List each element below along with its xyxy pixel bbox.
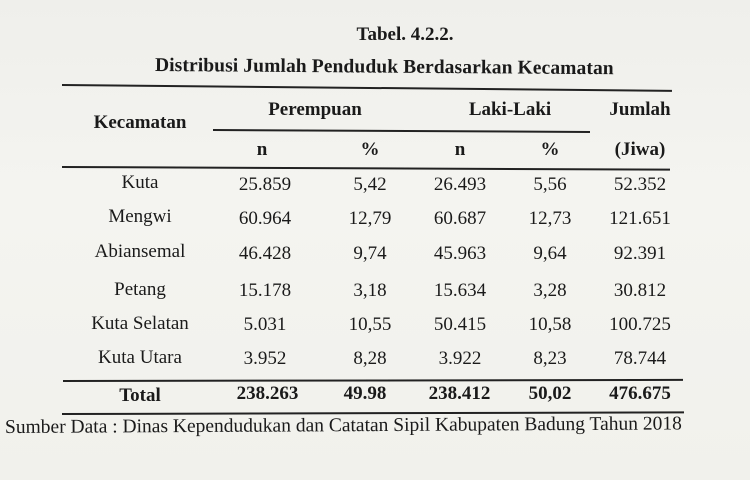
header-laki-laki: Laki-Laki — [468, 99, 552, 120]
cell-laki-pct: 5,56 — [533, 174, 567, 195]
cell-perempuan-pct: 3,18 — [353, 280, 387, 301]
table-title: Distribusi Jumlah Penduduk Berdasarkan Kecamatan — [154, 55, 614, 80]
total-laki-pct: 50,02 — [528, 383, 572, 404]
header-perempuan-pct: % — [360, 139, 380, 160]
cell-laki-pct: 8,23 — [533, 348, 567, 369]
total-perempuan-pct: 49.98 — [343, 383, 387, 404]
cell-laki-pct: 10,58 — [528, 314, 572, 335]
cell-laki-pct: 3,28 — [533, 280, 567, 301]
cell-jumlah: 30.812 — [613, 280, 667, 301]
cell-laki-n: 15.634 — [433, 280, 487, 301]
total-label: Total — [119, 385, 161, 406]
source-note: Sumber Data : Dinas Kependudukan dan Catatan Sipil Kabupaten Badung Tahun 2018 — [4, 413, 682, 438]
cell-laki-pct: 12,73 — [528, 208, 572, 229]
header-jumlah: Jumlah — [609, 99, 671, 120]
header-rule — [62, 166, 670, 171]
cell-perempuan-n: 46.428 — [238, 243, 292, 264]
cell-laki-n: 45.963 — [433, 243, 487, 264]
header-laki-pct: % — [540, 139, 560, 160]
cell-jumlah: 52.352 — [613, 174, 667, 195]
cell-laki-n: 26.493 — [433, 174, 487, 195]
total-top-rule — [63, 379, 683, 382]
cell-perempuan-pct: 5,42 — [353, 174, 387, 195]
header-jiwa: (Jiwa) — [614, 139, 666, 160]
cell-laki-n: 50.415 — [433, 314, 487, 335]
cell-perempuan-n: 5.031 — [243, 314, 287, 335]
cell-jumlah: 121.651 — [609, 208, 671, 229]
total-laki-n: 238.412 — [428, 383, 491, 404]
cell-perempuan-n: 25.859 — [238, 174, 292, 195]
total-perempuan-n: 238.263 — [236, 383, 299, 404]
cell-perempuan-pct: 8,28 — [353, 348, 387, 369]
header-perempuan: Perempuan — [268, 99, 362, 120]
cell-kecamatan: Abiansemal — [94, 241, 186, 262]
cell-perempuan-pct: 10,55 — [348, 314, 392, 335]
cell-perempuan-pct: 9,74 — [353, 243, 387, 264]
total-jumlah: 476.675 — [609, 383, 671, 404]
cell-laki-n: 3.922 — [438, 348, 482, 369]
cell-perempuan-n: 60.964 — [238, 208, 292, 229]
header-perempuan-n: n — [256, 139, 268, 160]
cell-kecamatan: Petang — [114, 279, 166, 300]
header-kecamatan: Kecamatan — [93, 112, 187, 133]
cell-perempuan-n: 15.178 — [238, 280, 292, 301]
cell-kecamatan: Kuta Utara — [98, 347, 182, 368]
subheader-rule — [213, 129, 590, 132]
cell-kecamatan: Kuta Selatan — [91, 313, 189, 334]
cell-jumlah: 92.391 — [613, 243, 667, 264]
table-number: Tabel. 4.2.2. — [356, 24, 454, 45]
cell-laki-pct: 9,64 — [533, 243, 567, 264]
cell-kecamatan: Mengwi — [108, 206, 172, 227]
header-laki-n: n — [454, 139, 466, 160]
cell-perempuan-pct: 12,79 — [348, 208, 392, 229]
cell-perempuan-n: 3.952 — [243, 348, 287, 369]
cell-laki-n: 60.687 — [433, 208, 487, 229]
cell-jumlah: 100.725 — [609, 314, 671, 335]
cell-kecamatan: Kuta — [121, 172, 159, 193]
cell-jumlah: 78.744 — [613, 348, 667, 369]
top-rule — [62, 84, 672, 92]
